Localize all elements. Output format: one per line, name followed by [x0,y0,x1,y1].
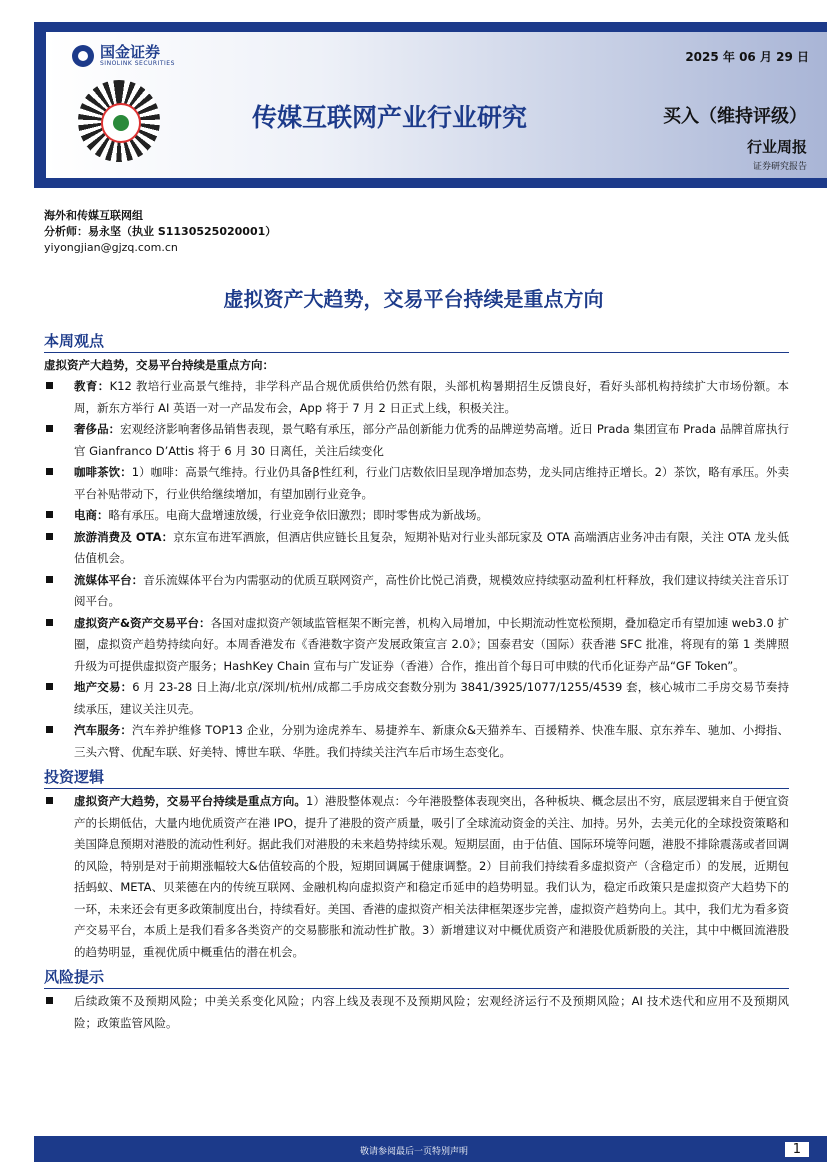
list-item [44,991,789,1034]
list-item-text: 各国对虚拟资产领域监管框架不断完善，机构入局增加，中长期流动性宽松预期，叠加稳定币有望加速 web3.0 扩圈，虚拟资产趋势持续向好。本周香港发布《香港数字资产发展政策宣言 2.0》；国泰君安（国际）获香港 SFC 批准，将现有的第 1 类牌照升级为可提供虚拟资产服务；HashKey Chain 宣布与广发证券（香港）合作，推出首个每日可申赎的代币化证券产品“GF Token”。 [74,615,789,673]
list-item-text: K12 教培行业高景气维持，非学科产品合规优质供给仍然有限，头部机构暑期招生反馈良好，看好头部机构持续扩大市场份额。本周，新东方举行 AI 英语一对一产品发布会，App 将于 7 月 2 日正式上线，积极关注。 [74,379,790,415]
list-item [44,613,789,678]
list-item-label: 旅游消费及 OTA： [74,529,174,544]
list-item-text: 1）港股整体观点：今年港股整体表现突出，各种板块、概念层出不穷，底层逻辑来自于便宜资产的长期低估，大量内地优质资产在港 IPO，提升了港股的资产质量，吸引了全球流动资金的关注、加持。另外，去美元化的全球投资策略和美国降息预期对港股的流动性利好。据此我们对港股的未来趋势持续乐观。短期层面，由于估值、国际环境等问题，港股不排除震荡或者回调的风险，特别是对于前期涨幅较大&估值较高的个股，短期回调属于健康调整。2）目前我们持续看多虚拟资产（含稳定币）的发展，近期包括蚂蚁、META、贝莱德在内的传统互联网、金融机构向虚拟资产和稳定币延申的趋势明显。我们认为，稳定币政策只是虚拟资产大趋势下的一环，未来还会有更多政策制度出台，持续看好。美国、香港的虚拟资产相关法律框架逐步完善，虚拟资产趋势向上。其中，我们尤为看多资产交易平台，本质上是我们看多各类资产的交易膨胀和流动性扩散。3）新增建议对中概优质资产和港股优质新股的关注，其中中概回流港股的趋势明显，重视优质中概重估的潜在机会。 [74,794,790,959]
brand-subtitle: SINOLINK SECURITIES [100,60,175,67]
report-header [34,22,827,188]
list-item-text: 1）咖啡：高景气维持。行业仍具备β性红利，行业门店数依旧呈现净增加态势，龙头同店维持正增长。2）茶饮，略有承压。外卖平台补贴带动下，行业供给继续增加，有望加剧行业竞争。 [74,465,790,501]
list-item-label: 奢侈品： [74,422,121,436]
list-item [44,570,789,613]
report-kind: 行业周报 [746,138,807,156]
research-group: 海外和传媒互联网组 [44,209,143,222]
page-footer [34,1136,827,1162]
list-item-label: 教育： [74,379,110,393]
author-info [44,208,276,256]
qr-center-logo-icon [101,103,141,143]
list-item [44,720,789,763]
list-item-label: 汽车服务： [74,723,132,737]
list-item [44,527,789,570]
list-item [44,677,789,720]
list-item-text: 略有承压。电商大盘增速放缓，行业竞争依旧激烈；即时零售成为新战场。 [108,508,488,522]
list-item-label: 地产交易： [74,680,133,694]
report-body [44,327,789,1034]
list-item-text: 京东宣布进军酒旅，但酒店供应链长且复杂，短期补贴对行业头部玩家及 OTA 高端酒店业务冲击有限，关注 OTA 龙头低估值机会。 [74,529,789,565]
list-item-label: 电商： [74,508,109,522]
list-item [44,419,789,462]
logic-list [44,791,789,963]
list-item-label: 流媒体平台： [74,572,144,587]
header-panel [46,32,827,178]
weekly-lead: 虚拟资产大趋势，交易平台持续是重点方向： [44,358,274,372]
list-item-text: 音乐流媒体平台为内需驱动的优质互联网资产，高性价比悦己消费，规模效应持续驱动盈利杠杆释放，我们建议持续关注音乐订阅平台。 [74,572,789,608]
weekly-list [44,376,789,763]
section-title-weekly: 本周观点 [44,331,789,353]
list-item-label: 虚拟资产&资产交易平台： [74,615,211,630]
rating: 买入（维持评级） [663,106,807,127]
list-item [44,791,789,963]
page-number: 1 [785,1142,809,1157]
list-item [44,505,789,527]
list-item-label: 咖啡茶饮： [74,465,132,479]
brand-logo [72,44,175,67]
list-item-text: 6 月 23-28 日上海/北京/深圳/杭州/成都二手房成交套数分别为 3841/3925/1077/1255/4539 套，核心城市二手房交易节奏持续承压，建议关注贝壳。 [74,680,789,716]
report-type: 证券研究报告 [752,162,807,172]
risk-list [44,991,789,1034]
analyst-name: 分析师：易永坚（执业 S1130525020001） [44,225,277,238]
section-title-logic: 投资逻辑 [44,767,789,789]
list-item-text: 后续政策不及预期风险；中美关系变化风险；内容上线及表现不及预期风险；宏观经济运行不及预期风险；AI 技术迭代和应用不及预期风险；政策监管风险。 [74,994,789,1030]
brand-name: 国金证券 [100,43,161,61]
list-item [44,462,789,505]
list-item-text: 宏观经济影响奢侈品销售表现，景气略有承压，部分产品创新能力优秀的品牌逆势高增。近日 Prada 集团宣布 Prada 品牌首席执行官 Gianfranco D’Attis 将于 6 月 30 日离任，关注后续变化 [74,422,790,458]
logo-mark-icon [72,45,94,67]
list-item-text: 汽车养护维修 TOP13 企业，分别为途虎养车、易捷养车、新康众&天猫养车、百援精养、快准车服、京东养车、驰加、小拇指、三头六臂、优配车联、好美特、博世车联、华胜。我们持续关注汽车后市场生态变化。 [74,723,790,759]
list-item [44,376,789,419]
footer-disclaimer: 敬请参阅最后一页特别声明 [359,1147,468,1157]
list-item-label: 虚拟资产大趋势，交易平台持续是重点方向。 [74,794,307,808]
report-title: 传媒互联网产业行业研究 [252,103,528,132]
analyst-email[interactable]: yiyongjian@gjzq.com.cn [44,241,178,254]
page-headline: 虚拟资产大趋势，交易平台持续是重点方向 [223,287,604,311]
section-title-risk: 风险提示 [44,967,789,989]
report-date: 2025 年 06 月 29 日 [685,50,809,64]
